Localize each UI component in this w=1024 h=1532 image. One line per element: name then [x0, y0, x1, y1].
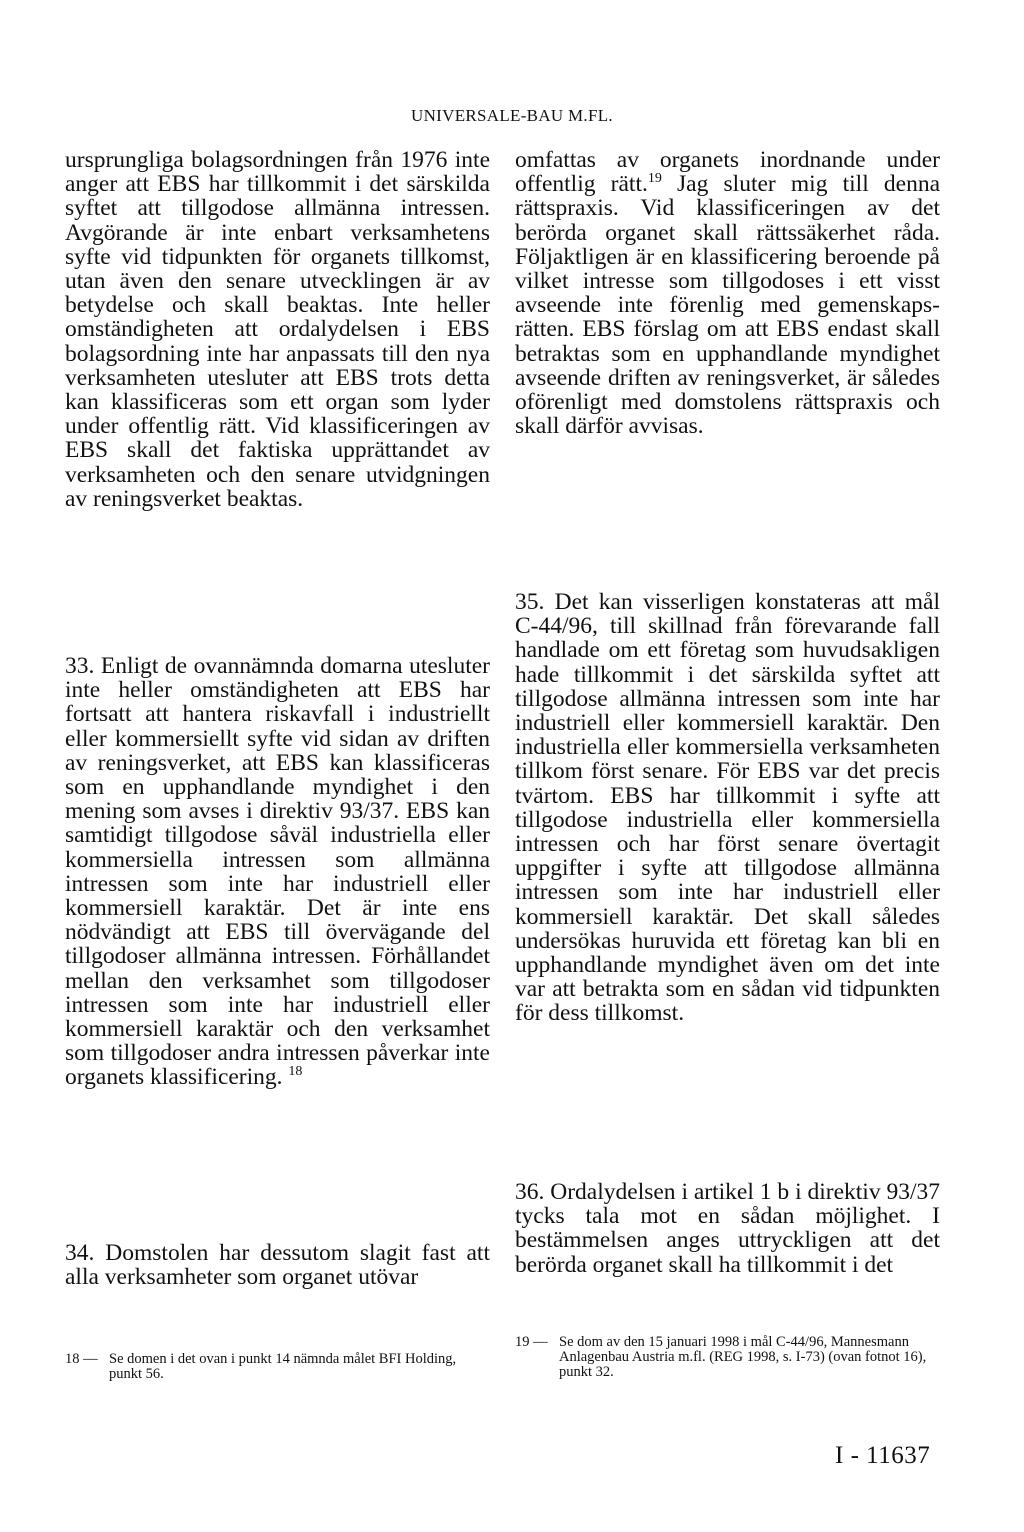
footnote-19-text: Se dom av den 15 januari 1998 i mål C-44/96, Mannesmann Anlagenbau Austria m.fl. (REG 1998, s. I-73) (ovan fotnot 16), punkt 32.: [559, 1334, 927, 1380]
footnote-19-number: 19 —: [515, 1334, 548, 1350]
paragraph-34-text: 34. Domstolen har dessutom slagit fast att alla verksamheter som organet utövar: [65, 1240, 490, 1291]
paragraph-35: [515, 590, 940, 1026]
paragraph-35-text: 35. Det kan visserligen konstateras att mål C-44/96, till skillnad från förevarande fall handlade om ett företag som huvudsakligen hade tillkommit i det särskilda syftet att tillgodose allmänna intressen som inte har industriell eller kommersiell karaktär. Den industriella eller kommersiella verksamheten tillkom först senare. För EBS var det precis tvärtom. EBS har tillkommit i syfte att tillgodose industriella eller kommersiella intressen och har först senare övertagit uppgifter i syfte att tillgodose allmänna intressen som inte har industriell eller kommersiell karaktär. Det skall således undersökas huruvida ett företag kan bli en upphandlande myndighet även om det inte var att betrakta som en sådan vid tidpunkten för dess tillkomst.: [515, 589, 940, 1027]
paragraph-36: [515, 1180, 940, 1277]
left-continued-paragraph: [65, 148, 490, 511]
paragraph-text: [515, 148, 940, 438]
paragraph-text: [65, 654, 490, 1090]
right-continued-paragraph: [515, 148, 940, 438]
paragraph-text: ursprungliga bolagsordningen från 1976 inte anger att EBS har tillkommit i det särskilda syftet att tillgodose allmänna intressen. Avgörande är inte enbart verksamhetens syfte vid tidpunkten för organets tillkomst, utan även den senare utvecklingen är av betydelse och skall beaktas. Inte heller omständigheten att ordalydelsen i EBS bolagsordning inte har anpassats till den nya verksamheten utesluter att EBS trots detta kan klassificeras som ett organ som lyder under offentlig rätt. Vid klassificeringen av EBS skall det faktiska upprättandet av verksamheten och den senare utvidgningen av reningsverket beaktas.: [65, 147, 490, 512]
page-number: I - 11637: [835, 1442, 931, 1469]
right-cont-text-rest: Jag sluter mig till denna rättspraxis. Vid klassificeringen av det berörda organet skall rättssäkerhet råda. Följaktligen är en klassificering beroende på vilket intresse som tillgodoses i ett visst avseende inte förenlig med gemenskapsrätten. EBS förslag om att EBS endast skall betraktas som en upphandlande myndighet avseende driften av reningsverket, är således oförenligt med domstolens rättspraxis och skall därför avvisas.: [515, 171, 940, 440]
paragraph-33-text: 33. Enligt de ovannämnda domarna utesluter inte heller omständigheten att EBS har fortsatt att hantera riskavfall i industriellt eller kommersiellt syfte vid sidan av driften av reningsverket, att EBS kan klassificeras som en upphandlande myndighet i den mening som avses i direktiv 93/37. EBS kan samtidigt tillgodose såväl industriella eller kommersiella intressen som allmänna intressen som inte har industriell eller kommersiell karaktär. Det är inte ens nödvändigt att EBS till övervägande del tillgodoser allmänna intressen. Förhållandet mellan den verksamhet som tillgodoser intressen som inte har industriell eller kommersiell karaktär och den verksamhet som tillgodoser andra intressen påverkar inte organets klassificering.: [65, 653, 490, 1091]
footnote-18: [65, 1352, 490, 1382]
footnote-ref-19[interactable]: 19: [647, 171, 662, 187]
footnote-18-number: 18 —: [65, 1351, 98, 1367]
running-header: UNIVERSALE-BAU M.FL.: [411, 106, 613, 125]
footnote-ref-18[interactable]: 18: [288, 1064, 303, 1080]
footnote-18-text: Se domen i det ovan i punkt 14 nämnda målet BFI Holding, punkt 56.: [109, 1351, 457, 1382]
paragraph-34: [65, 1241, 490, 1289]
paragraph-36-text: 36. Ordalydelsen i artikel 1 b i direktiv 93/37 tycks tala mot en sådan möjlighet. I bestämmelsen anges uttryckligen att det berörda organet skall ha tillkommit i det: [515, 1179, 940, 1278]
paragraph-33: [65, 654, 490, 1090]
right-cont-text: omfattas av organets inordnande under offentlig rätt.: [515, 147, 940, 198]
footnote-19: [515, 1335, 940, 1380]
